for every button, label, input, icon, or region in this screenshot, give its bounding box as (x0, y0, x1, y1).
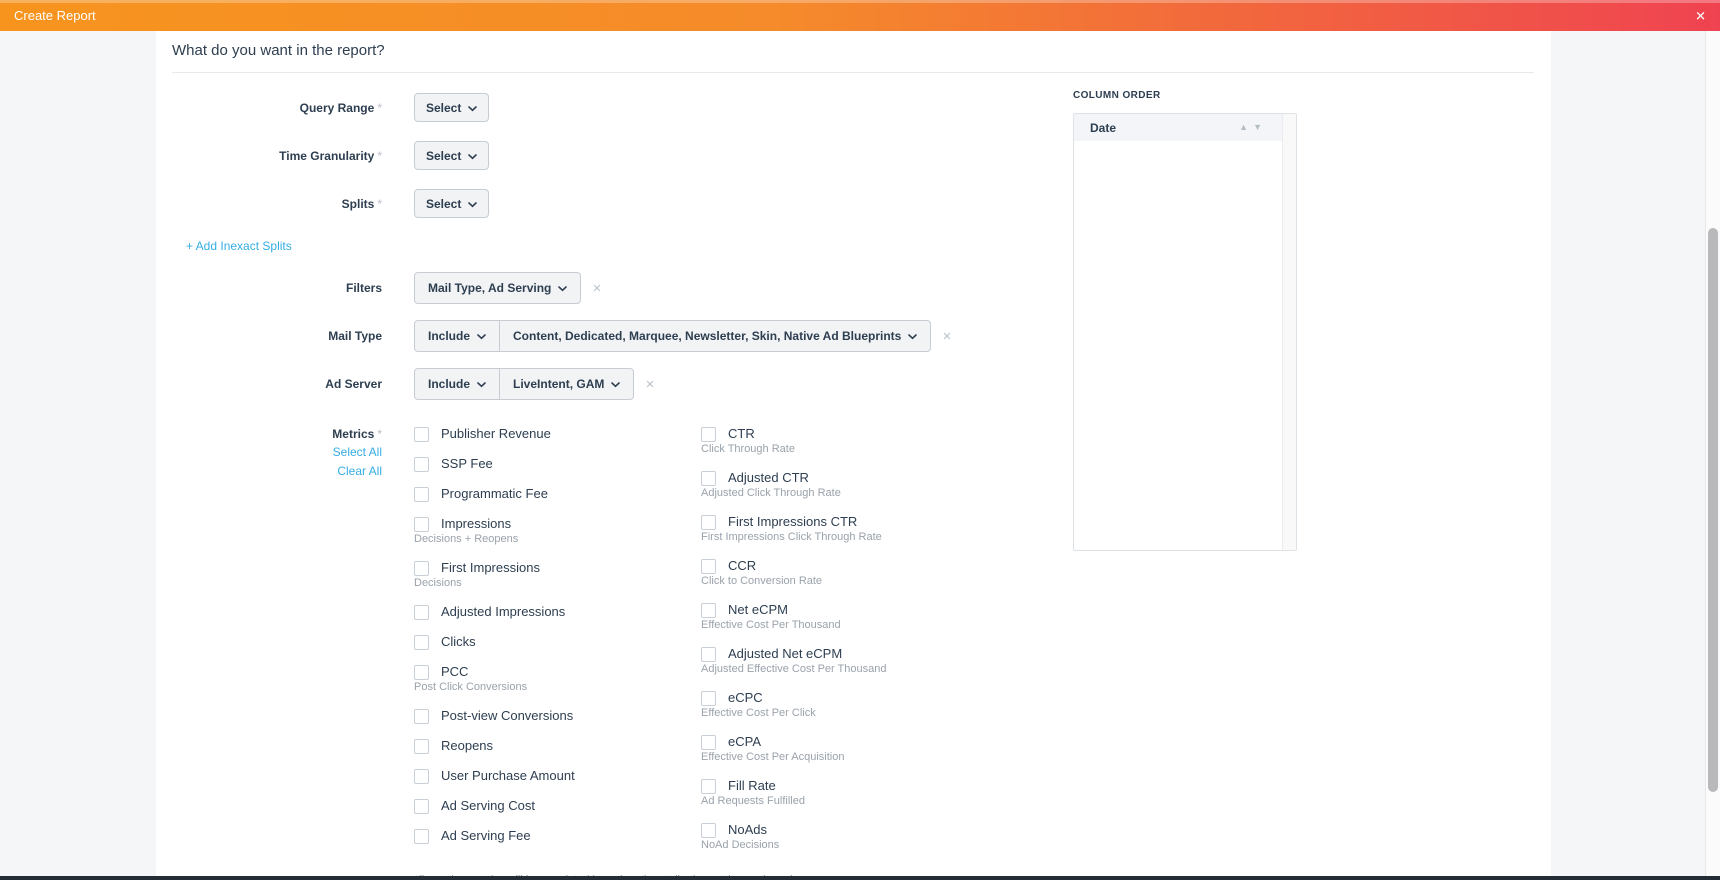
metric-head (701, 822, 988, 838)
metric-sublabel: Ad Requests Fulfilled (701, 795, 805, 807)
metric-checkbox[interactable] (701, 691, 716, 706)
filters-label: Filters (345, 281, 382, 295)
ad-server-values: LiveIntent, GAM (513, 377, 605, 391)
metric-item (414, 798, 701, 814)
metric-head (414, 708, 701, 724)
ad-server-mode-select[interactable] (415, 369, 499, 399)
metric-checkbox[interactable] (414, 457, 429, 472)
metric-checkbox[interactable] (701, 515, 716, 530)
create-report-modal (156, 31, 1551, 880)
metric-sublabel: Click Through Rate (701, 443, 795, 455)
metrics-column-left (414, 426, 701, 866)
metric-item (414, 634, 701, 650)
metric-name[interactable]: SSP Fee (441, 456, 493, 471)
metric-head (414, 664, 701, 680)
metric-checkbox[interactable] (414, 605, 429, 620)
chevron-down-icon (468, 149, 477, 163)
metric-item (701, 690, 988, 720)
required-marker: * (377, 148, 382, 163)
metric-head (414, 426, 701, 442)
metric-head (701, 470, 988, 486)
metrics-label: Metrics * (332, 427, 382, 441)
page-scrollbar-thumb[interactable] (1708, 228, 1718, 792)
metric-item (701, 778, 988, 808)
metric-name[interactable]: First Impressions (441, 560, 540, 575)
ad-server-row (172, 368, 1551, 400)
column-order-title: COLUMN ORDER (1073, 90, 1161, 101)
metric-sublabel: Effective Cost Per Thousand (701, 619, 841, 631)
query-range-value: Select (426, 100, 462, 115)
metric-name[interactable]: Ad Serving Cost (441, 798, 535, 813)
metric-item (414, 738, 701, 754)
metric-name[interactable]: Programmatic Fee (441, 486, 548, 501)
metric-name[interactable]: Ad Serving Fee (441, 828, 531, 843)
metric-name[interactable]: eCPC (728, 690, 763, 705)
metric-name[interactable]: PCC (441, 664, 469, 679)
ad-server-mode-value: Include (428, 377, 471, 391)
metric-sublabel: NoAd Decisions (701, 839, 780, 851)
metric-name[interactable]: Publisher Revenue (441, 426, 551, 441)
select-all-link[interactable]: Select All (332, 445, 382, 459)
metric-item (414, 664, 701, 694)
splits-select[interactable] (414, 189, 489, 218)
metric-name[interactable]: Impressions (441, 516, 512, 531)
remove-filters-icon[interactable]: ✕ (592, 282, 602, 295)
metric-checkbox[interactable] (414, 829, 429, 844)
metric-item (414, 604, 701, 620)
column-order-item[interactable] (1074, 114, 1282, 141)
metric-head (414, 798, 701, 814)
add-inexact-splits-row (186, 237, 1551, 255)
time-granularity-select[interactable] (414, 141, 489, 170)
mail-type-values-select[interactable] (499, 321, 930, 351)
filters-select[interactable] (414, 272, 581, 304)
metric-checkbox[interactable] (414, 635, 429, 650)
mail-type-values: Content, Dedicated, Marquee, Newsletter, Skin, Native Ad Blueprints (513, 329, 902, 343)
create-report-titlebar (0, 0, 1720, 31)
metric-checkbox[interactable] (414, 709, 429, 724)
metric-name[interactable]: Adjusted CTR (728, 470, 809, 485)
metric-checkbox[interactable] (414, 487, 429, 502)
metric-sublabel: Post Click Conversions (414, 681, 528, 693)
add-inexact-splits-link[interactable]: + Add Inexact Splits (186, 239, 292, 253)
metric-item (701, 602, 988, 632)
clear-all-link[interactable]: Clear All (337, 464, 382, 478)
arrow-down-icon[interactable]: ▼ (1253, 122, 1262, 132)
column-order-panel (1073, 113, 1297, 551)
metric-checkbox[interactable] (414, 739, 429, 754)
metric-name[interactable]: Adjusted Impressions (441, 604, 566, 619)
metric-head (701, 778, 988, 794)
metric-name[interactable]: Fill Rate (728, 778, 776, 793)
metric-item (701, 426, 988, 456)
metric-name[interactable]: CTR (728, 426, 755, 441)
window-title: Create Report (14, 8, 96, 23)
metric-item (701, 734, 988, 764)
metric-sublabel: Effective Cost Per Acquisition (701, 751, 845, 763)
ad-server-values-select[interactable] (499, 369, 633, 399)
metric-head (414, 604, 701, 620)
metric-head (414, 738, 701, 754)
metric-sublabel: Effective Cost Per Click (701, 707, 816, 719)
metrics-column-right (701, 426, 988, 866)
metric-checkbox[interactable] (701, 559, 716, 574)
metric-item (414, 516, 701, 546)
filters-value: Mail Type, Ad Serving (428, 281, 552, 295)
metric-checkbox[interactable] (701, 647, 716, 662)
metric-sublabel: Adjusted Click Through Rate (701, 487, 841, 499)
metric-name[interactable]: CCR (728, 558, 757, 573)
metric-head (701, 646, 988, 662)
metric-head (701, 690, 988, 706)
bottom-bar (0, 876, 1720, 880)
metric-checkbox[interactable] (701, 823, 716, 838)
metrics-columns (414, 426, 988, 866)
metric-head (701, 602, 988, 618)
metric-item (701, 470, 988, 500)
metric-sublabel: Decisions (414, 577, 462, 589)
required-marker: * (377, 427, 382, 441)
splits-value: Select (426, 196, 462, 211)
metric-checkbox[interactable] (701, 471, 716, 486)
metric-name[interactable]: User Purchase Amount (441, 768, 575, 783)
remove-ad-server-icon[interactable]: ✕ (645, 378, 655, 391)
column-order-item-label: Date (1090, 120, 1117, 135)
splits-row (172, 189, 1551, 218)
chevron-down-icon (477, 329, 486, 343)
time-granularity-row (172, 141, 1551, 170)
metric-head (414, 486, 701, 502)
metric-item (701, 646, 988, 676)
metric-sublabel: Adjusted Effective Cost Per Thousand (701, 663, 887, 675)
metric-head (414, 560, 701, 576)
mail-type-filter (414, 320, 931, 352)
filters-row (172, 272, 1551, 304)
metrics-section (172, 426, 1551, 866)
chevron-down-icon (468, 101, 477, 115)
splits-label: Splits * (341, 196, 382, 211)
chevron-down-icon (908, 329, 917, 343)
metric-item (414, 426, 701, 442)
metric-checkbox[interactable] (414, 769, 429, 784)
metric-checkbox[interactable] (414, 561, 429, 576)
metric-item (414, 708, 701, 724)
metric-sublabel: Decisions + Reopens (414, 533, 519, 545)
metric-checkbox[interactable] (414, 427, 429, 442)
metric-head (414, 634, 701, 650)
metric-name[interactable]: NoAds (728, 822, 768, 837)
required-marker: * (377, 100, 382, 115)
chevron-down-icon (611, 377, 620, 391)
metric-head (414, 516, 701, 532)
metric-item (701, 558, 988, 588)
metric-item (701, 822, 988, 852)
metric-head (414, 768, 701, 784)
metric-name[interactable]: Clicks (441, 634, 476, 649)
metric-checkbox[interactable] (701, 779, 716, 794)
metric-item (414, 456, 701, 472)
query-range-select[interactable] (414, 93, 489, 122)
metric-checkbox[interactable] (701, 603, 716, 618)
metric-head (701, 514, 988, 530)
mail-type-mode-value: Include (428, 329, 471, 343)
ad-server-filter (414, 368, 634, 400)
metric-name[interactable]: First Impressions CTR (728, 514, 858, 529)
query-range-row (172, 93, 1551, 122)
metric-checkbox[interactable] (701, 735, 716, 750)
metric-checkbox[interactable] (414, 665, 429, 680)
metric-head (701, 734, 988, 750)
mail-type-label: Mail Type (328, 329, 382, 343)
page-scrollbar-track[interactable] (1705, 31, 1720, 880)
metric-item (701, 514, 988, 544)
report-form (172, 73, 1551, 880)
metric-head (701, 426, 988, 442)
metric-head (701, 558, 988, 574)
column-order-list (1074, 114, 1296, 141)
metric-item (414, 828, 701, 844)
chevron-down-icon (468, 197, 477, 211)
metric-checkbox[interactable] (414, 517, 429, 532)
mail-type-row (172, 320, 1551, 352)
metric-sublabel: First Impressions Click Through Rate (701, 531, 882, 543)
metric-checkbox[interactable] (701, 427, 716, 442)
ad-server-label: Ad Server (325, 377, 382, 391)
time-granularity-label: Time Granularity * (279, 148, 382, 163)
metric-checkbox[interactable] (414, 799, 429, 814)
metric-name[interactable]: Net eCPM (728, 602, 788, 617)
page-title: What do you want in the report? (172, 31, 1534, 73)
close-icon[interactable]: ✕ (1695, 8, 1706, 23)
metric-item (414, 768, 701, 784)
filters-select-segment[interactable] (415, 273, 580, 303)
chevron-down-icon (477, 377, 486, 391)
metric-name[interactable]: Post-view Conversions (441, 708, 574, 723)
metric-name[interactable]: Adjusted Net eCPM (728, 646, 843, 661)
chevron-down-icon (558, 281, 567, 295)
metric-item (414, 486, 701, 502)
metric-name[interactable]: eCPA (728, 734, 761, 749)
time-granularity-value: Select (426, 148, 462, 163)
metric-sublabel: Click to Conversion Rate (701, 575, 823, 587)
column-order-scrollbar[interactable] (1282, 114, 1296, 550)
metric-name[interactable]: Reopens (441, 738, 494, 753)
query-range-label: Query Range * (299, 100, 382, 115)
required-marker: * (377, 196, 382, 211)
metric-item (414, 560, 701, 590)
mail-type-mode-select[interactable] (415, 321, 499, 351)
metric-head (414, 828, 701, 844)
metric-head (414, 456, 701, 472)
metrics-label-col (172, 426, 382, 480)
arrow-up-icon[interactable]: ▲ (1239, 122, 1249, 132)
remove-mail-type-icon[interactable]: ✕ (942, 330, 952, 343)
